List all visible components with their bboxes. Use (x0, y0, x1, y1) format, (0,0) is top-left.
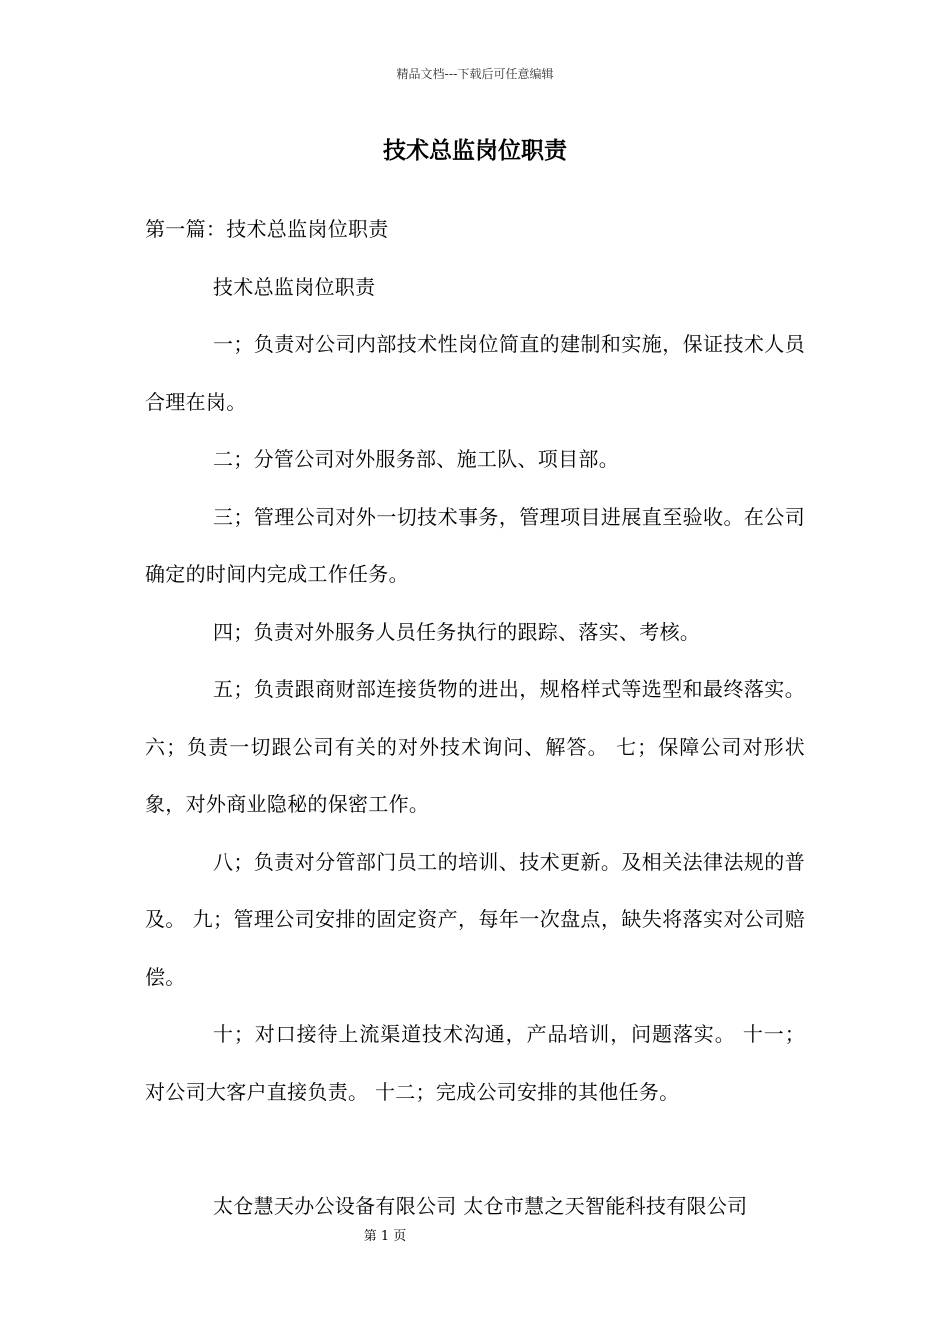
page-number-footer: 第 1 页 (363, 1229, 407, 1244)
paragraph-5: 五；负责跟商财部连接货物的进出，规格样式等选型和最终落实。 六；负责一切跟公司有关的对外技术询问、解答。 七；保障公司对形状象，对外商业隐秘的保密工作。 (145, 677, 805, 816)
paragraph-1: 一；负责对公司内部技术性岗位简直的建制和实施，保证技术人员合理在岗。 (145, 332, 805, 414)
spacer (145, 1121, 805, 1178)
paragraph-3: 三；管理公司对外一切技术事务，管理项目进展直至验收。在公司确定的时间内完成工作任务。 (145, 504, 805, 586)
document-body (145, 201, 805, 1236)
subtitle: 技术总监岗位职责 (213, 274, 376, 299)
paragraph-4: 四；负责对外服务人员任务执行的跟踪、落实、考核。 (213, 619, 701, 644)
document-header-note: 精品文档---下载后可任意编辑 (396, 67, 554, 81)
paragraph-2: 二；分管公司对外服务部、施工队、项目部。 (213, 447, 619, 471)
company-names: 太仓慧天办公设备有限公司 太仓市慧之天智能科技有限公司 (213, 1194, 748, 1218)
section-heading: 第一篇：技术总监岗位职责 (145, 217, 389, 241)
document-title: 技术总监岗位职责 (383, 137, 567, 164)
paragraph-6: 八；负责对分管部门员工的培训、技术更新。及相关法律法规的普及。 九；管理公司安排的固定资产，每年一次盘点，缺失将落实对公司赔偿。 (145, 849, 805, 989)
paragraph-7: 十；对口接待上流渠道技术沟通，产品培训，问题落实。 十一；对公司大客户直接负责。 十二；完成公司安排的其他任务。 (145, 1022, 805, 1104)
